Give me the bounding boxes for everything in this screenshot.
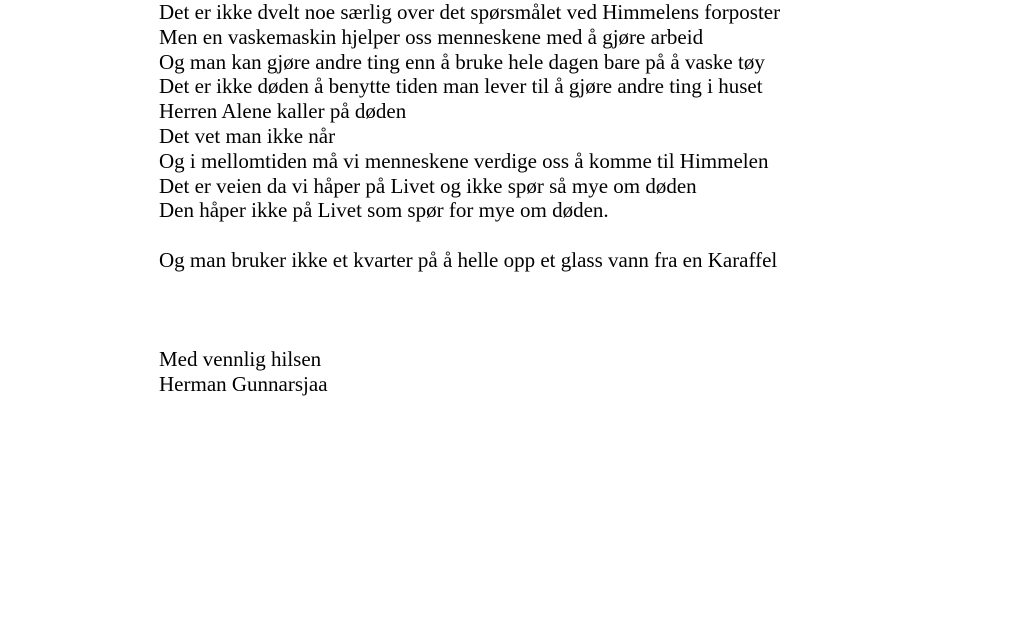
text-line: Den håper ikke på Livet som spør for mye om døden. (159, 198, 609, 223)
closing-greeting: Med vennlig hilsen (159, 347, 322, 372)
paragraph-spacer (159, 223, 999, 248)
letter-body (159, 0, 999, 397)
text-line: Herren Alene kaller på døden (159, 99, 407, 124)
text-line: Og man kan gjøre andre ting enn å bruke hele dagen bare på å vaske tøy (159, 49, 765, 74)
paragraph-spacer (159, 273, 999, 347)
text-line: Det er ikke dvelt noe særlig over det spørsmålet ved Himmelens forposter (159, 0, 781, 24)
text-line: Og man bruker ikke et kvarter på å helle opp et glass vann fra en Karaffel (159, 247, 778, 272)
text-line: Og i mellomtiden må vi menneskene verdige oss å komme til Himmelen (159, 148, 769, 173)
text-line: Men en vaskemaskin hjelper oss menneskene med å gjøre arbeid (159, 24, 704, 49)
text-line: Det er ikke døden å benytte tiden man lever til å gjøre andre ting i huset (159, 74, 763, 99)
signature-name: Herman Gunnarsjaa (159, 371, 328, 396)
text-line: Det vet man ikke når (159, 123, 336, 148)
text-line: Det er veien da vi håper på Livet og ikke spør så mye om døden (159, 173, 697, 198)
